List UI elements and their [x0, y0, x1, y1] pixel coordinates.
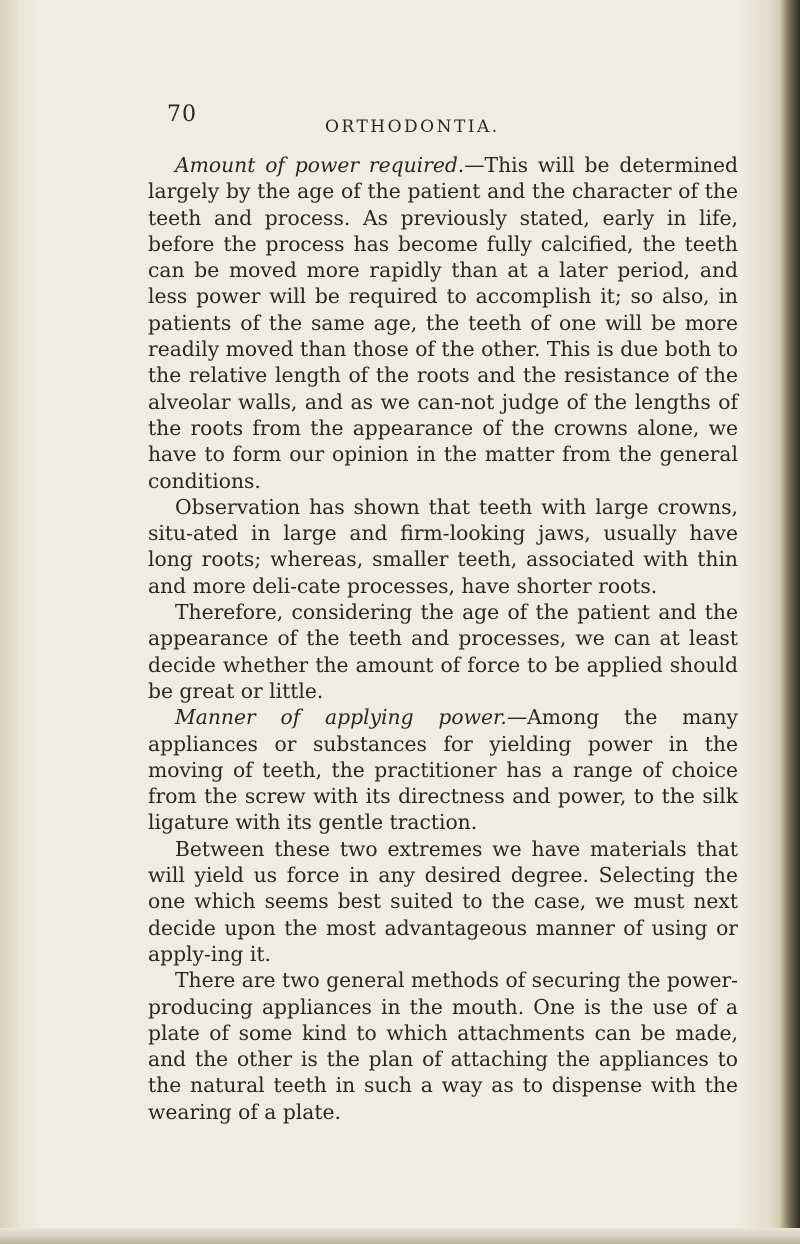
paragraph-text: Therefore, considering the age of the patient and the appearance of the teeth and processes, we can at least decide whether the amount of force to be applied should be great or little. [148, 600, 738, 703]
run-in-heading: Manner of applying power. [175, 705, 507, 730]
paragraph [148, 704, 738, 835]
page-number: 70 [167, 102, 197, 127]
page-gutter-shadow [0, 0, 20, 1244]
paragraph [148, 152, 738, 494]
body-text [148, 152, 738, 1125]
paragraph [148, 836, 738, 967]
running-title: ORTHODONTIA. [325, 117, 500, 137]
paragraph [148, 494, 738, 599]
paragraph-text: Between these two extremes we have materials that will yield us force in any desired degree. Selecting the one which seems best suited to the case, we must next decide upon the most advantageous manner of using or apply-ing it. [148, 836, 738, 966]
paragraph [148, 599, 738, 704]
paragraph-text: Observation has shown that teeth with large crowns, situ-ated in large and firm-looking jaws, usually have long roots; whereas, smaller teeth, associated with thin and more deli-cate processes, have shorter roots. [148, 494, 738, 598]
paragraph-text: —Among the many appliances or substances for yielding power in the moving of teeth, the practitioner has a range of choice from the screw with its directness and power, to the silk ligature with its gentle traction. [148, 705, 738, 835]
page-bottom-edge [0, 1228, 800, 1244]
paragraph-text: There are two general methods of securing the power-producing appliances in the mouth. One is the use of a plate of some kind to which attachments can be made, and the other is the plan of attaching the appliances to the natural teeth in such a way as to dispense with the wearing of a plate. [148, 968, 738, 1124]
paragraph-text: —This will be determined largely by the age of the patient and the character of the teeth and process. As previously stated, early in life, before the process has become fully calcified, the teeth can be moved more rapidly than at a later period, and less power will be required to accomplish it; so also, in patients of the same age, the teeth of one will be more readily moved than those of the other. This is due both to the relative length of the roots and the resistance of the alveolar walls, and as we can-not judge of the lengths of the roots from the appearance of the crowns alone, we have to form our opinion in the matter from the general conditions. [148, 153, 738, 493]
page-edge-shadow [780, 0, 800, 1244]
run-in-heading: Amount of power required. [175, 153, 465, 177]
paragraph [148, 967, 738, 1125]
